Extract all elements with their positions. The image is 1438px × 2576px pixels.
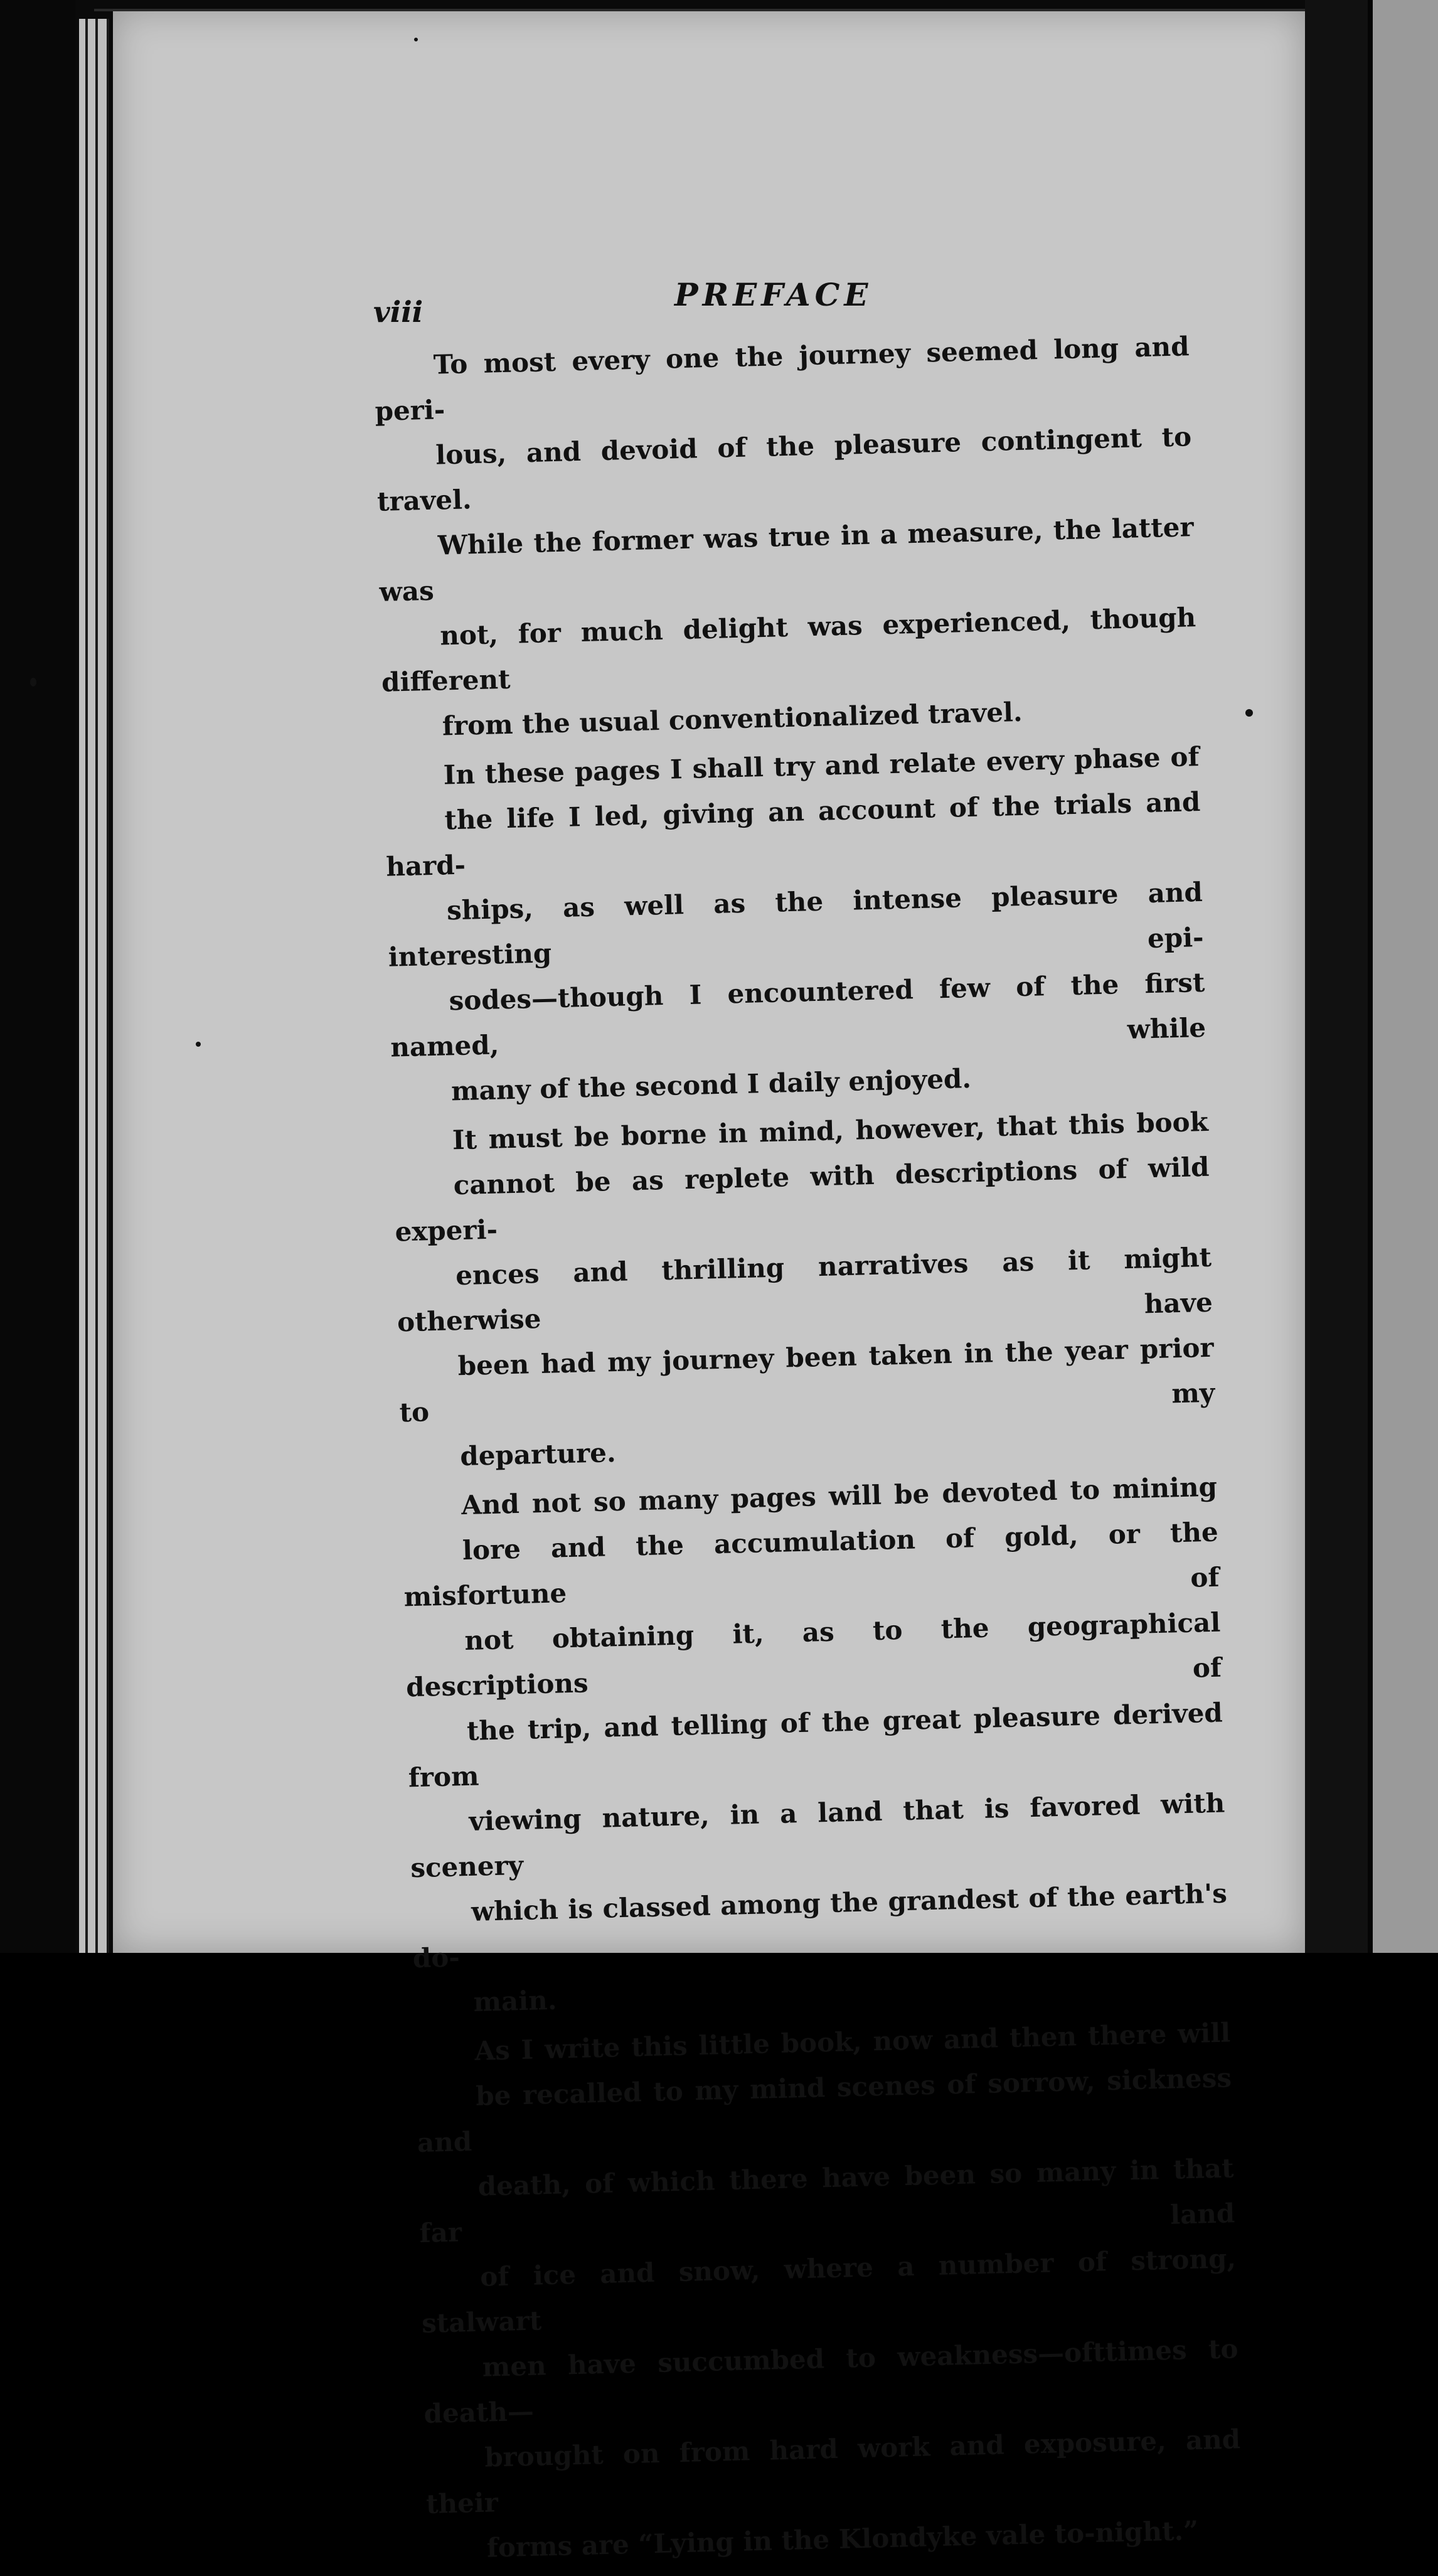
body-text xyxy=(373,324,1244,2576)
paragraph xyxy=(415,2010,1244,2572)
ink-speck xyxy=(1245,709,1253,717)
paragraph xyxy=(401,1465,1230,2027)
text-line: sodes—though I encountered few of the first named, while xyxy=(390,966,1206,1063)
text-line: To most every one the journey seemed long and peri- xyxy=(375,331,1190,427)
text-line: many of the second I daily enjoyed. xyxy=(450,1063,972,1107)
text-line: be recalled to my mind scenes of sorrow, sickness and xyxy=(417,2062,1232,2159)
text-line: which is classed among the grandest of the earth's do- xyxy=(412,1878,1228,1974)
text-line: ships, as well as the intense pleasure and interesting epi- xyxy=(388,876,1205,973)
text-line: As I write this little book, now and then there will xyxy=(474,2017,1231,2066)
page-top-edge xyxy=(94,9,1305,11)
text-line: It must be borne in mind, however, that this book xyxy=(452,1106,1209,1156)
text-line: not obtaining it, as to the geographical descriptions of xyxy=(405,1606,1222,1703)
ink-speck xyxy=(30,678,36,687)
text-line: death, of which there have been so many in that far land xyxy=(418,2152,1235,2249)
text-line: the trip, and telling of the great pleasure derived from xyxy=(408,1697,1223,1793)
text-line: While the former was true in a measure, the latter was xyxy=(379,511,1195,607)
paragraph xyxy=(373,324,1198,751)
text-line: the life I led, giving an account of the trials and hard- xyxy=(385,786,1201,882)
text-line: brought on from hard work and exposure, and their xyxy=(425,2424,1241,2520)
text-line: lous, and devoid of the pleasure contingent to travel. xyxy=(376,421,1192,517)
text-line: viewing nature, in a land that is favored with scenery xyxy=(410,1787,1225,1884)
text-line: cannot be as replete with descriptions of wild experi- xyxy=(394,1151,1210,1248)
text-line: lore and the accumulation of gold, or the misfortune of xyxy=(403,1516,1220,1613)
text-line: In these pages I shall try and relate every phase of xyxy=(443,741,1200,791)
text-line: departure. xyxy=(459,1437,617,1472)
paragraph xyxy=(383,734,1208,1116)
left-dark-margin xyxy=(0,0,75,1953)
text-line: forms are “Lying in the Klondyke vale to-night.” xyxy=(486,2515,1199,2563)
text-line: been had my journey been taken in the year prior to my xyxy=(399,1332,1215,1428)
text-line: ences and thrilling narratives as it might otherwise have xyxy=(397,1241,1213,1338)
text-line: not, for much delight was experienced, though different xyxy=(381,602,1196,698)
paragraph xyxy=(392,1099,1217,1481)
text-line: from the usual conventionalized travel. xyxy=(442,696,1023,742)
page-stack-edges xyxy=(74,19,118,1953)
text-line: of ice and snow, where a number of strong, stalwart xyxy=(421,2243,1237,2339)
ink-speck xyxy=(414,38,418,41)
text-line: men have succumbed to weakness—ofttimes to death— xyxy=(423,2333,1239,2430)
text-line: main. xyxy=(473,1984,557,2018)
running-head: PREFACE xyxy=(674,276,873,313)
ink-speck xyxy=(196,1042,201,1047)
text-line: And not so many pages will be devoted to mining xyxy=(461,1471,1218,1521)
facing-page-edge xyxy=(1368,0,1438,1953)
page-header xyxy=(373,276,1220,329)
page-number: viii xyxy=(373,295,423,329)
